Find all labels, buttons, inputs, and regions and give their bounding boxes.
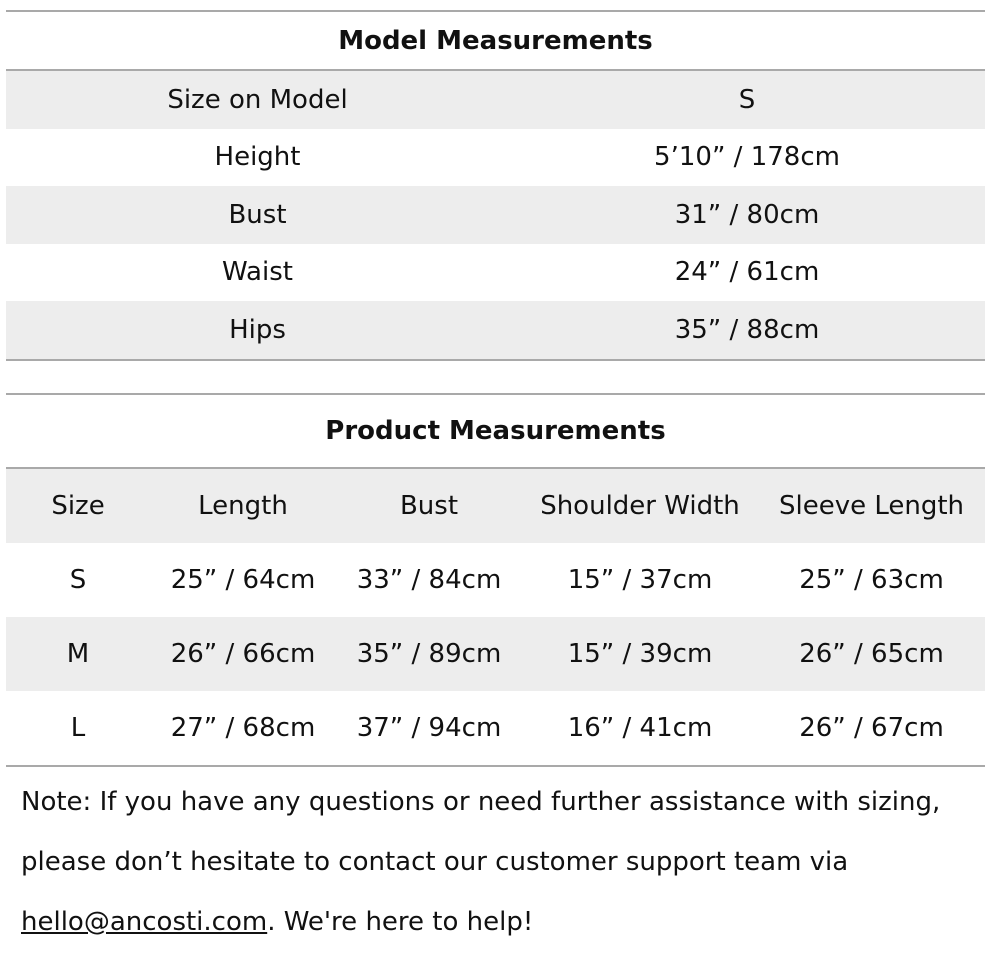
column-header-length: Length (198, 491, 288, 521)
support-email-link[interactable]: hello@ancosti.com (21, 907, 268, 937)
column-header-bust: Bust (399, 491, 459, 521)
sizing-note (21, 772, 981, 952)
cell-size: S (69, 565, 87, 595)
product-measurements-title: Product Measurements (325, 416, 666, 446)
table-row (6, 543, 985, 617)
table-row (6, 244, 985, 302)
note-line-3 (21, 892, 981, 952)
cell-size: M (66, 639, 90, 669)
note-line-2: please don’t hesitate to contact our customer support team via (21, 847, 849, 877)
cell-length: 25” / 64cm (170, 565, 316, 595)
table-row (6, 129, 985, 187)
row-label: Height (214, 142, 301, 173)
row-value: 5’10” / 178cm (654, 142, 840, 173)
row-label: Hips (229, 314, 286, 345)
column-header-size: Size (51, 491, 105, 521)
table-row (6, 617, 985, 691)
cell-sleeve-length: 26” / 67cm (799, 713, 944, 743)
cell-bust: 35” / 89cm (356, 639, 502, 669)
table-row (6, 301, 985, 359)
column-header-shoulder-width: Shoulder Width (540, 491, 740, 521)
cell-sleeve-length: 26” / 65cm (799, 639, 944, 669)
row-value: S (738, 84, 756, 115)
note-line-1: Note: If you have any questions or need further assistance with sizing, (21, 787, 941, 817)
note-closing-text: . We're here to help! (267, 907, 534, 937)
table-row (6, 186, 985, 244)
cell-bust: 37” / 94cm (356, 713, 502, 743)
table-bottom-rule (6, 359, 985, 361)
row-value: 31” / 80cm (674, 199, 820, 230)
product-measurements-table (6, 393, 985, 767)
table-header-row (6, 469, 985, 543)
cell-length: 26” / 66cm (170, 639, 316, 669)
row-label: Bust (228, 199, 287, 230)
row-label: Size on Model (167, 84, 348, 115)
table-row (6, 71, 985, 129)
model-measurements-title: Model Measurements (338, 25, 653, 56)
cell-shoulder-width: 15” / 37cm (567, 565, 713, 595)
model-measurements-table (6, 10, 985, 361)
cell-shoulder-width: 16” / 41cm (567, 713, 713, 743)
cell-bust: 33” / 84cm (356, 565, 502, 595)
table-row (6, 691, 985, 765)
row-value: 35” / 88cm (674, 314, 820, 345)
cell-sleeve-length: 25” / 63cm (799, 565, 944, 595)
column-header-sleeve-length: Sleeve Length (778, 491, 965, 521)
row-value: 24” / 61cm (674, 257, 820, 288)
cell-length: 27” / 68cm (170, 713, 316, 743)
row-label: Waist (222, 257, 293, 288)
table-bottom-rule (6, 765, 985, 767)
cell-shoulder-width: 15” / 39cm (567, 639, 713, 669)
cell-size: L (70, 713, 86, 743)
